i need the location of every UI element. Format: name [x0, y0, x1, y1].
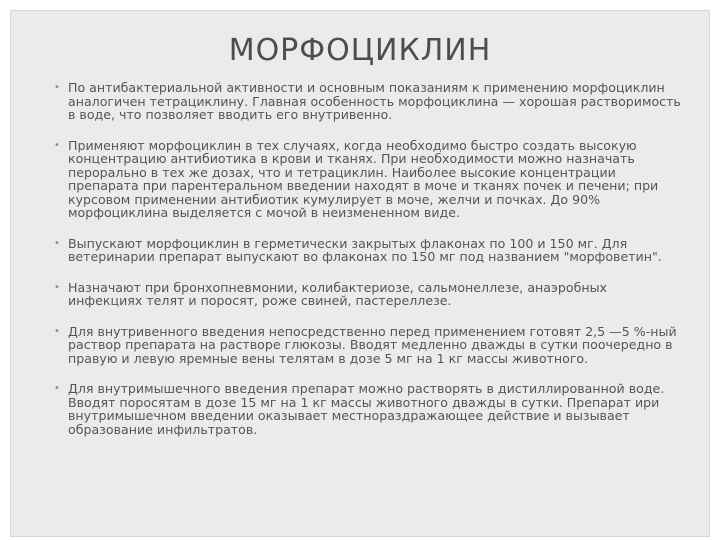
bullet-text: Для внутривенного введения непосредственно перед применением готовят 2,5 —5 %-ный раствор препарата на растворе глюкозы. Вводят медленно дважды в сутки поочередно в правую и левую яремные вены телятам в дозе 5 мг на 1 кг массы животного. [68, 323, 677, 366]
bullet-text: Назначают при бронхопневмонии, колибактериозе, сальмонеллезе, анаэробных инфекциях телят и поросят, роже свиней, пастереллезе. [68, 279, 607, 308]
bullet-marker-icon: • [54, 82, 60, 93]
bullet-marker-icon: • [54, 325, 60, 337]
bullet-item-5 [52, 325, 684, 366]
bullet-text: Применяют морфоциклин в тех случаях, когда необходимо быстро создать высокую концентрацию антибиотика в крови и тканях. При необходимости можно назначать перорально в тех же дозах, что и тетрациклин. Наиболее высокие концентрации препарата при парентеральном введении находят в моче и тканях почек и печени; при курсовом применении антибиотик кумулирует в моче, желчи и почках. До 90% морфоциклина выделяется с мочой в неизмененном виде. [68, 137, 659, 220]
bullet-item-6 [52, 382, 684, 436]
bullet-marker-icon: • [54, 383, 60, 394]
bullet-item-4 [52, 281, 684, 308]
slide-title: МОРФОЦИКЛИН [228, 33, 492, 68]
bullet-item-3 [52, 237, 684, 264]
bullet-text: По антибактериальной активности и основным показаниям к применению морфоциклин аналогичен тетрациклину. Главная особенность морфоциклина — хорошая растворимость в воде, что позволяет вводить его внутривенно. [68, 80, 681, 122]
bullet-marker-icon: • [54, 281, 60, 293]
bullet-text: Выпускают морфоциклин в герметически закрытых флаконах по 100 и 150 мг. Для ветеринарии препарат выпускают во флаконах по 150 мг под названием "морфоветин". [68, 235, 662, 264]
bullet-list [52, 81, 684, 453]
bullet-text: Для внутримышечного введения препарат можно растворять в дистиллированной воде. Вводят поросятам в дозе 15 мг на 1 кг массы животного дважды в сутки. Препарат ири внутримышечном введении оказывает местнораздражающее действие и вызывает образование инфильтратов. [68, 381, 665, 437]
bullet-marker-icon: • [54, 237, 60, 249]
bullet-item-1 [52, 81, 684, 122]
bullet-item-2 [52, 139, 684, 220]
bullet-marker-icon: • [54, 139, 60, 151]
